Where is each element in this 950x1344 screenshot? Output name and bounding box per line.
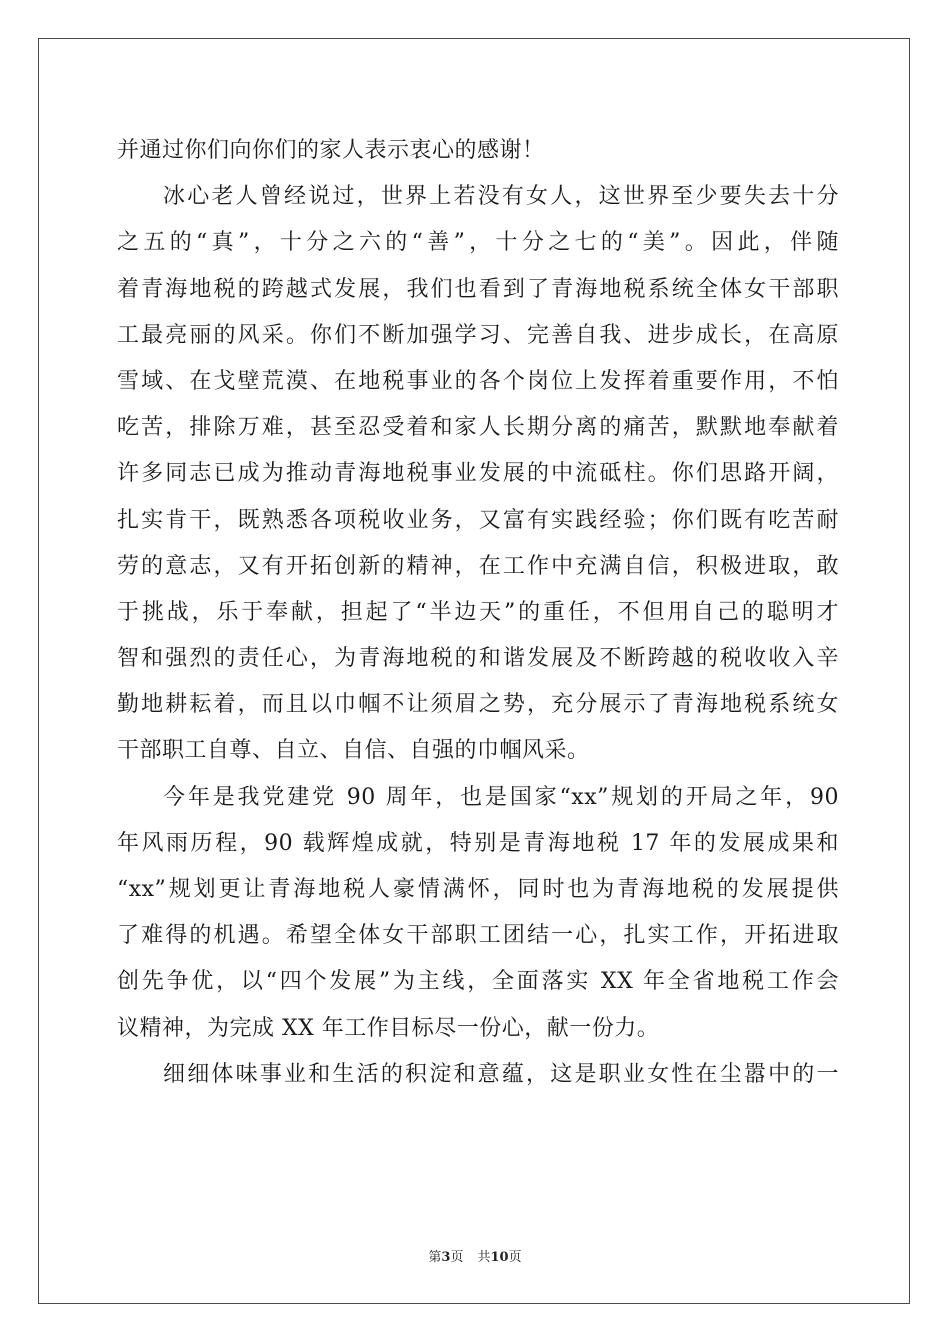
text-line: 年风雨历程，90 载辉煌成就，特别是青海地税 17 年的发展成果和 <box>117 830 839 856</box>
text-line: 着青海地税的跨越式发展，我们也看到了青海地税系统全体女干部职 <box>117 276 839 302</box>
text-line: 创先争优，以“四个发展”为主线，全面落实 XX 年全省地税工作会 <box>117 969 839 995</box>
text-line: 并通过你们向你们的家人表示衷心的感谢！ <box>117 138 545 163</box>
page-unit: 页 <box>450 1250 464 1265</box>
text-line: 扎实肯干，既熟悉各项税收业务，又富有实践经验；你们既有吃苦耐 <box>117 507 839 533</box>
text-line: 干部职工自尊、自立、自信、自强的巾帼风采。 <box>117 738 590 764</box>
text-line: 吃苦，排除万难，甚至忍受着和家人长期分离的痛苦，默默地奉献着 <box>117 415 839 441</box>
text-line: 劳的意志，又有开拓创新的精神，在工作中充满自信，积极进取，敢 <box>117 553 839 579</box>
text-line: 许多同志已成为推动青海地税事业发展的中流砥柱。你们思路开阔， <box>117 461 839 487</box>
text-line: 工最亮丽的风采。你们不断加强学习、完善自我、进步成长，在高原 <box>117 322 839 348</box>
text-line: 了难得的机遇。希望全体女干部职工团结一心，扎实工作，开拓进取 <box>117 923 839 949</box>
text-line: 于挑战，乐于奉献，担起了“半边天”的重任，不但用自己的聪明才 <box>117 599 839 625</box>
text-line: “xx”规划更让青海地税人豪情满怀，同时也为青海地税的发展提供 <box>117 877 839 902</box>
paragraph-start-line: 冰心老人曾经说过，世界上若没有女人，这世界至少要失去十分 <box>163 184 839 210</box>
page-current: 3 <box>441 1250 451 1265</box>
page-total: 10 <box>490 1250 509 1265</box>
total-unit: 页 <box>508 1250 522 1265</box>
text-line: 勤地耕耘着，而且以巾帼不让须眉之势，充分展示了青海地税系统女 <box>117 692 839 718</box>
document-body <box>117 128 839 1098</box>
page-footer <box>0 1246 950 1265</box>
paragraph-start-line: 细细体味事业和生活的积淀和意蕴，这是职业女性在尘嚣中的一 <box>163 1061 839 1087</box>
page-prefix: 第 <box>428 1250 442 1265</box>
paragraph-start-line: 今年是我党建党 90 周年，也是国家“xx”规划的开局之年，90 <box>163 784 839 810</box>
text-line: 议精神，为完成 XX 年工作目标尽一份心，献一份力。 <box>117 1015 660 1041</box>
total-prefix: 共 <box>477 1250 491 1265</box>
text-line: 雪域、在戈壁荒漠、在地税事业的各个岗位上发挥着重要作用，不怕 <box>117 368 839 394</box>
text-line: 智和强烈的责任心，为青海地税的和谐发展及不断跨越的税收收入辛 <box>117 646 839 672</box>
text-line: 之五的“真”，十分之六的“善”，十分之七的“美”。因此，伴随 <box>117 230 839 256</box>
